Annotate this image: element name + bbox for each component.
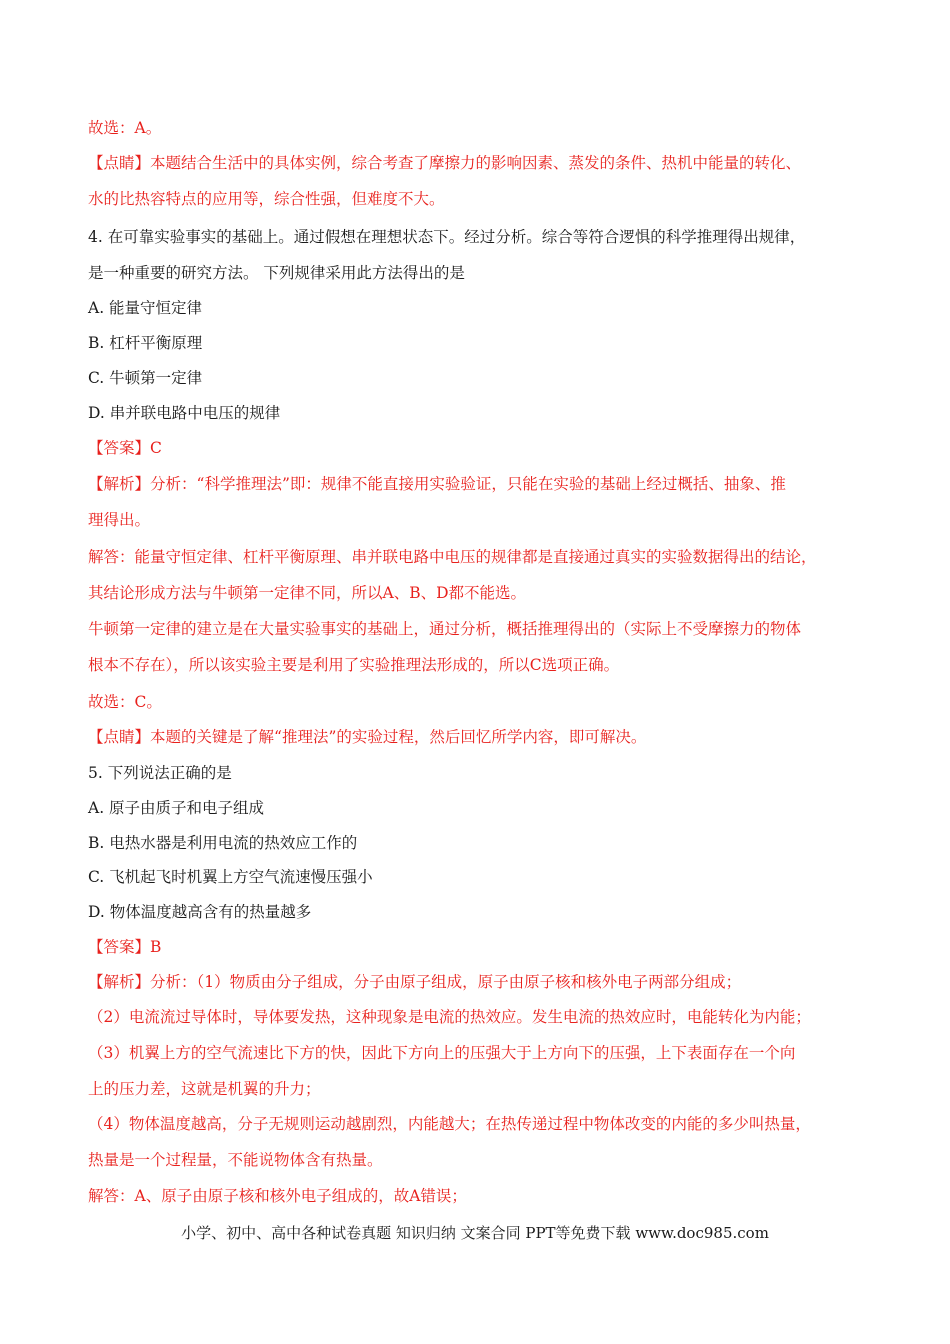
q4-solution-line1: 解答：能量守恒定律、杠杆平衡原理、串并联电路中电压的规律都是直接通过真实的实验数据得出的结论， bbox=[88, 548, 817, 566]
answer-tag: 【答案】 bbox=[88, 938, 151, 956]
tip-text: 本题结合生活中的具体实例，综合考查了摩擦力的影响因素、蒸发的条件、热机中能量的转化、 bbox=[150, 154, 802, 172]
q4-conclusion: 故选：C。 bbox=[88, 693, 162, 711]
q5-analysis-line1 bbox=[88, 972, 741, 992]
q5-analysis-line6: 热量是一个过程量，不能说物体含有热量。 bbox=[88, 1151, 383, 1169]
q4-option-b: B. 杠杆平衡原理 bbox=[88, 334, 203, 352]
q4-option-d: D. 串并联电路中电压的规律 bbox=[88, 404, 281, 422]
q5-answer bbox=[88, 937, 161, 957]
answer-value: C bbox=[150, 439, 162, 457]
tip-tag: 【点睛】 bbox=[88, 154, 151, 172]
q5-option-c: C. 飞机起飞时机翼上方空气流速慢压强小 bbox=[88, 868, 373, 886]
q5-option-b: B. 电热水器是利用电流的热效应工作的 bbox=[88, 834, 358, 852]
q4-analysis-line2: 理得出。 bbox=[88, 511, 151, 529]
q4-solution-line3: 牛顿第一定律的建立是在大量实验事实的基础上，通过分析，概括推理得出的（实际上不受摩擦力的物体 bbox=[88, 620, 802, 638]
q5-analysis-line4: 上的压力差，这就是机翼的升力； bbox=[88, 1080, 321, 1098]
q4-solution-line2: 其结论形成方法与牛顿第一定律不同，所以A、B、D都不能选。 bbox=[88, 584, 527, 602]
analysis-text: 分析：“科学推理法”即：规律不能直接用实验验证，只能在实验的基础上经过概括、抽象、推 bbox=[150, 475, 786, 493]
q4-tip bbox=[88, 727, 646, 747]
q5-analysis-line5: （4）物体温度越高，分子无规则运动越剧烈，内能越大；在热传递过程中物体改变的内能的多少叫热量， bbox=[88, 1115, 811, 1133]
q4-option-c: C. 牛顿第一定律 bbox=[88, 369, 203, 387]
tip-text: 本题的关键是了解“推理法”的实验过程，然后回忆所学内容，即可解决。 bbox=[150, 728, 647, 746]
analysis-text: 分析：（1）物质由分子组成，分子由原子组成，原子由原子核和核外电子两部分组成； bbox=[150, 973, 742, 991]
page-footer: 小学、初中、高中各种试卷真题 知识归纳 文案合同 PPT等免费下载 www.doc985.com bbox=[181, 1224, 769, 1242]
q5-solution-line1: 解答：A、原子由原子核和核外电子组成的，故A错误； bbox=[88, 1187, 467, 1205]
q4-stem-line1: 4. 在可靠实验事实的基础上。通过假想在理想状态下。经过分析。综合等符合逻惧的科学推理得出规律， bbox=[88, 228, 806, 246]
tip-tag: 【点睛】 bbox=[88, 728, 151, 746]
q3-conclusion: 故选：A。 bbox=[88, 119, 162, 137]
q5-analysis-line3: （3）机翼上方的空气流速比下方的快，因此下方向上的压强大于上方向下的压强，上下表面存在一个向 bbox=[88, 1044, 796, 1062]
q4-option-a: A. 能量守恒定律 bbox=[88, 299, 203, 317]
q5-analysis-line2: （2）电流流过导体时，导体要发热，这种现象是电流的热效应。发生电流的热效应时，电能转化为内能； bbox=[88, 1008, 811, 1026]
answer-value: B bbox=[150, 938, 162, 956]
q4-analysis-line1 bbox=[88, 474, 786, 494]
q5-stem: 5. 下列说法正确的是 bbox=[88, 764, 232, 782]
q4-stem-line2: 是一种重要的研究方法。 下列规律采用此方法得出的是 bbox=[88, 264, 465, 282]
q5-option-d: D. 物体温度越高含有的热量越多 bbox=[88, 903, 312, 921]
analysis-tag: 【解析】 bbox=[88, 973, 151, 991]
answer-tag: 【答案】 bbox=[88, 439, 151, 457]
q5-option-a: A. 原子由质子和电子组成 bbox=[88, 799, 265, 817]
q3-tip-line2: 水的比热容特点的应用等，综合性强，但难度不大。 bbox=[88, 190, 445, 208]
q4-solution-line4: 根本不存在），所以该实验主要是利用了实验推理法形成的，所以C选项正确。 bbox=[88, 656, 620, 674]
q3-tip-line1 bbox=[88, 153, 801, 173]
q4-answer bbox=[88, 438, 162, 458]
analysis-tag: 【解析】 bbox=[88, 475, 151, 493]
